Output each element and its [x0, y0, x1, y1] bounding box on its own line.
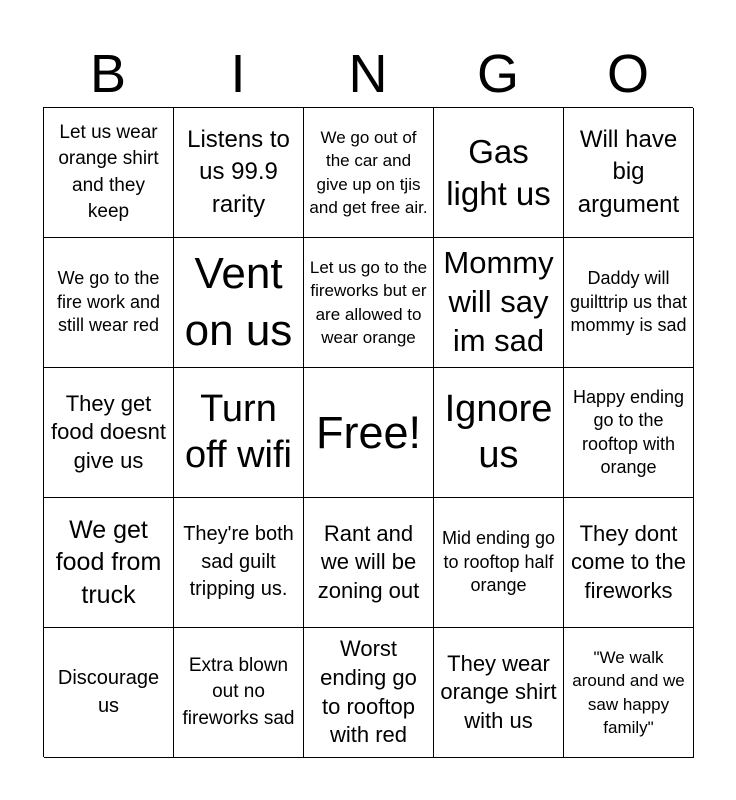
cell-text: Mid ending go to rooftop half orange: [441, 528, 556, 596]
bingo-cell[interactable]: [174, 368, 304, 498]
header-letter-n: N: [348, 44, 388, 104]
bingo-cell[interactable]: [44, 628, 174, 758]
bingo-cell[interactable]: [564, 238, 694, 368]
bingo-cell[interactable]: [44, 108, 174, 238]
cell-text: Happy ending go to the rooftop with orange: [572, 386, 685, 477]
cell-text: Ignore us: [444, 387, 553, 476]
bingo-cell[interactable]: [174, 628, 304, 758]
bingo-cell[interactable]: [304, 628, 434, 758]
bingo-cell[interactable]: [174, 498, 304, 628]
cell-text: Vent on us: [184, 249, 293, 355]
bingo-cell[interactable]: [174, 238, 304, 368]
cell-text: Listens to us 99.9 rarity: [187, 126, 290, 218]
bingo-cell[interactable]: [564, 628, 694, 758]
cell-text: "We walk around and we saw happy family": [572, 647, 685, 737]
header-letter-i: I: [230, 44, 246, 104]
cell-text: Turn off wifi: [184, 387, 292, 476]
bingo-free-space[interactable]: [304, 368, 434, 498]
bingo-cell[interactable]: [434, 108, 564, 238]
bingo-cell[interactable]: [564, 108, 694, 238]
bingo-cell[interactable]: [174, 108, 304, 238]
bingo-cell[interactable]: [564, 368, 694, 498]
cell-text: Gas light us: [446, 133, 551, 212]
cell-text: Extra blown out no fireworks sad: [182, 655, 295, 729]
bingo-cell[interactable]: [304, 108, 434, 238]
cell-text: Discourage us: [57, 667, 160, 717]
bingo-header: [43, 40, 693, 108]
bingo-cell[interactable]: [434, 368, 564, 498]
cell-text: They dont come to the fireworks: [571, 520, 686, 603]
bingo-board: [43, 107, 693, 757]
bingo-cell[interactable]: [44, 238, 174, 368]
cell-text: They wear orange shirt with us: [440, 650, 557, 733]
cell-text: Daddy will guilttrip us that mommy is sad: [569, 268, 688, 336]
cell-text: Will have big argument: [577, 126, 680, 218]
header-letter-o: O: [606, 44, 649, 104]
bingo-cell[interactable]: [434, 628, 564, 758]
cell-text: They get food doesnt give us: [51, 390, 166, 473]
cell-text: Worst ending go to rooftop with red: [320, 636, 417, 748]
bingo-cell[interactable]: [434, 238, 564, 368]
cell-text: We get food from truck: [55, 515, 162, 609]
header-letter-g: G: [476, 44, 519, 104]
cell-text: Let us go to the fireworks but er are allowed to wear orange: [309, 257, 428, 347]
free-space-label: Free!: [315, 406, 422, 458]
cell-text: Mommy will say im sad: [443, 245, 554, 358]
header-letter-b: B: [89, 44, 127, 104]
cell-text: They're both sad guilt tripping us.: [183, 523, 294, 601]
bingo-cell[interactable]: [304, 498, 434, 628]
bingo-cell[interactable]: [434, 498, 564, 628]
cell-text: Let us wear orange shirt and they keep: [58, 122, 159, 222]
cell-text: Rant and we will be zoning out: [317, 520, 420, 603]
bingo-cell[interactable]: [564, 498, 694, 628]
bingo-cell[interactable]: [44, 498, 174, 628]
cell-text: We go out of the car and give up on tjis and get free air.: [309, 127, 428, 217]
cell-text: We go to the fire work and still wear red: [56, 268, 161, 336]
bingo-cell[interactable]: [304, 238, 434, 368]
bingo-cell[interactable]: [44, 368, 174, 498]
